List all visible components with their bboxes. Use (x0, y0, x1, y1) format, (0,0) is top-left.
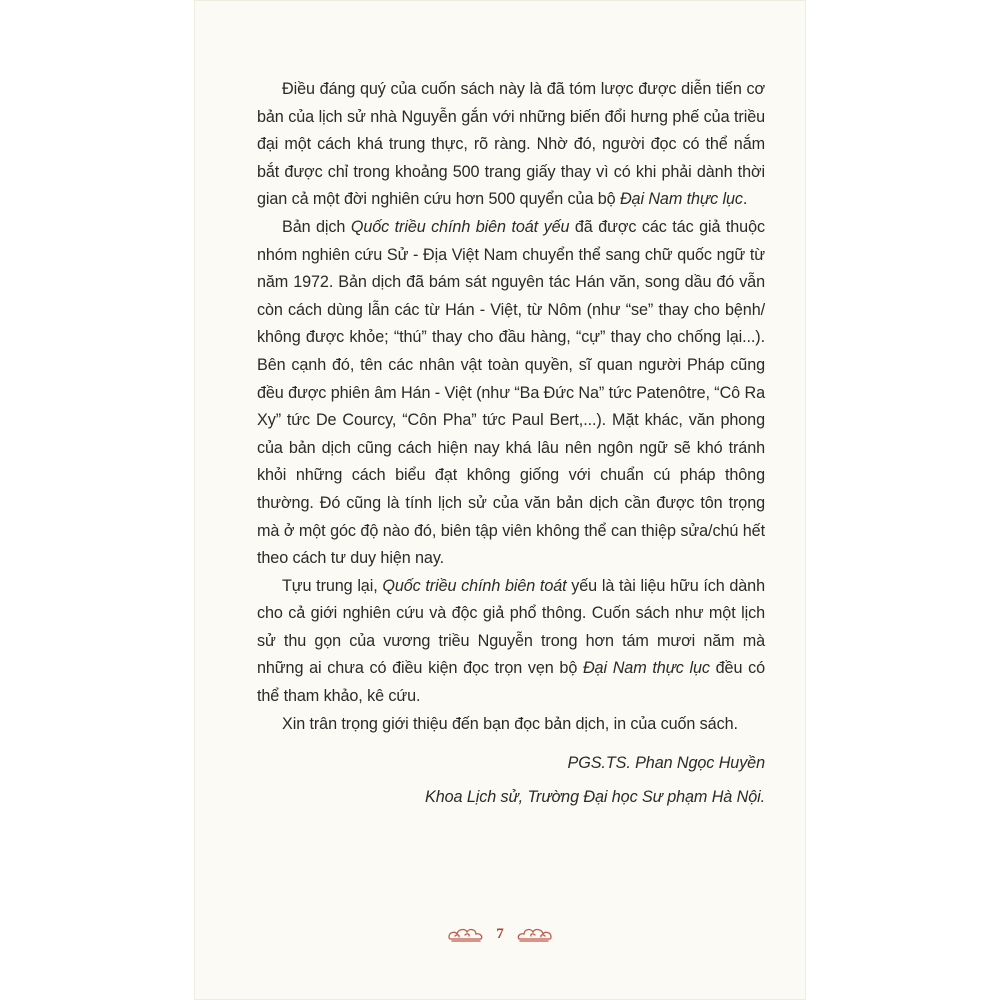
book-title-quoc-trieu: Quốc triều chính biên toát yếu (350, 217, 570, 236)
page-body (257, 76, 765, 814)
page-footer (194, 921, 806, 947)
signature-block (257, 746, 765, 814)
paragraph-3-text-b: yếu là tài liệu hữu ích dành cho cả giới nghiên cứu và độc giả phổ thông. Cuốn sách như một lịch sử thu gọn của vương triều Nguyễn trong hơn tám mươi năm mà những ai chưa có điều kiện đọc trọn vẹn bộ (257, 576, 765, 678)
signature-affiliation: Khoa Lịch sử, Trường Đại học Sư phạm Hà Nội. (425, 788, 765, 807)
book-page (194, 0, 806, 1000)
cloud-ornament-icon (514, 924, 554, 944)
paragraph-2-text-a: Bản dịch (282, 217, 351, 236)
signature-name: PGS.TS. Phan Ngọc Huyền (567, 754, 765, 773)
paragraph-1 (257, 76, 765, 214)
paragraph-1-text-b: . (742, 190, 748, 209)
paragraph-2-text-b: đã được các tác giả thuộc nhóm nghiên cứu Sử - Địa Việt Nam chuyển thể sang chữ quốc ngữ từ năm 1972. Bản dịch đã bám sát nguyên tác Hán văn, song dầu đó vẫn còn cách dùng lẫn các từ Hán - Việt, từ Nôm (như “se” thay cho bệnh/ không được khỏe; “thú” thay cho đầu hàng, “cự” thay cho chống lại...). Bên cạnh đó, tên các nhân vật toàn quyền, sĩ quan người Pháp cũng đều được phiên âm Hán - Việt (như “Ba Đức Na” tức Patenôtre, “Cô Ra Xy” tức De Courcy, “Côn Pha” tức Paul Bert,...). Mặt khác, văn phong của bản dịch cũng cách hiện nay khá lâu nên ngôn ngữ sẽ khó tránh khỏi những cách biểu đạt không giống với chuẩn cú pháp thông thường. Đó cũng là tính lịch sử của văn bản dịch cần được tôn trọng mà ở một góc độ nào đó, biên tập viên không thể can thiệp sửa/chú hết theo cách tư duy hiện nay. (257, 217, 765, 568)
book-title-dai-nam-thuc-luc-2: Đại Nam thực lục (582, 659, 710, 678)
book-title-dai-nam-thuc-luc: Đại Nam thực lục (619, 190, 743, 209)
paragraph-4 (257, 711, 765, 739)
paragraph-2 (257, 214, 765, 573)
paragraph-3-text-c: đều có thể tham khảo, kê cứu. (257, 659, 765, 706)
paragraph-4-text: Xin trân trọng giới thiệu đến bạn đọc bản dịch, in của cuốn sách. (282, 714, 738, 733)
paragraph-3-text-a: Tựu trung lại, (282, 576, 383, 595)
page-number: 7 (496, 925, 504, 942)
paragraph-3 (257, 573, 765, 711)
book-title-quoc-trieu-2: Quốc triều chính biên toát (382, 576, 567, 595)
cloud-ornament-icon (446, 924, 486, 944)
paragraph-1-text-a: Điều đáng quý của cuốn sách này là đã tóm lược được diễn tiến cơ bản của lịch sử nhà Nguyễn gắn với những biến đổi hưng phế của triều đại một cách khá trung thực, rõ ràng. Nhờ đó, người đọc có thể nắm bắt được chỉ trong khoảng 500 trang giấy thay vì có khi phải dành thời gian cả một đời nghiên cứu hơn 500 quyển của bộ (257, 80, 765, 209)
